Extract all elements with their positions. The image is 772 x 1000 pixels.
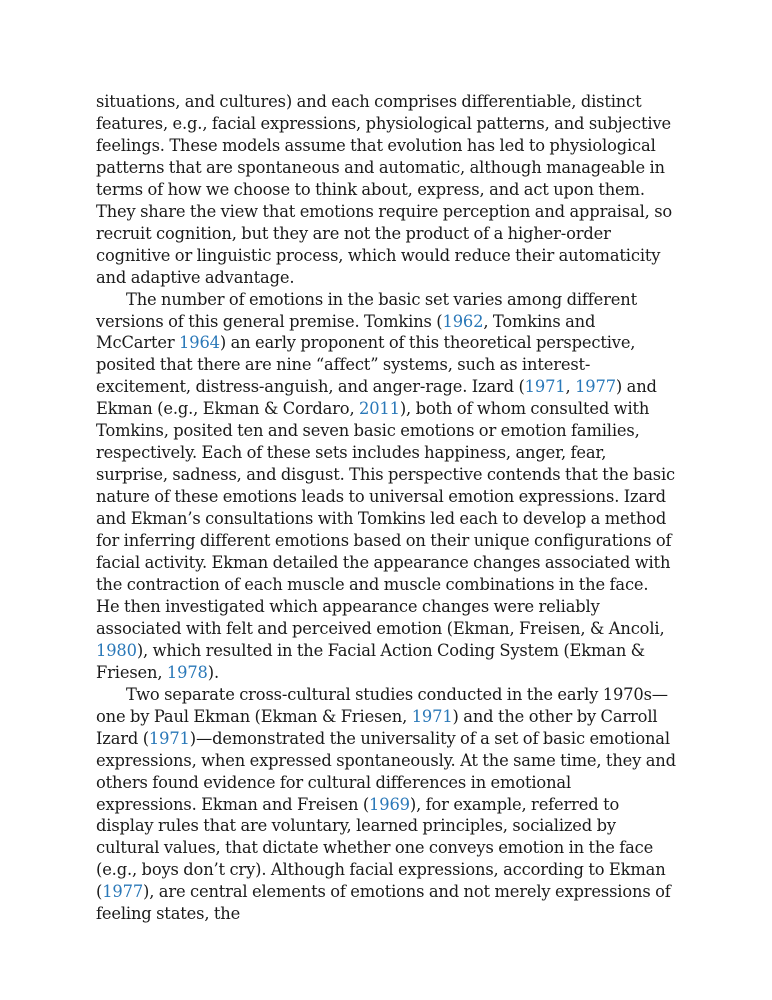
document-page <box>96 91 676 925</box>
body-text: ), both of whom consulted with Tomkins, posited ten and seven basic emotions or emotion families, respectively. Each of these sets includes happiness, anger, fear, surprise, sadness, and disgust. This perspective contends that the basic nature of these emotions leads to universal emotion expressions. Izard and Ekman’s consultations with Tomkins led each to develop a method for inferring different emotions based on their unique configurations of facial activity. Ekman detailed the appearance changes associated with the contraction of each muscle and muscle combinations in the face. He then investigated which appearance changes were reliably associated with felt and perceived emotion (Ekman, Freisen, & Ancoli, <box>96 399 676 638</box>
paragraph-2 <box>96 289 676 684</box>
citation-link[interactable]: 1977 <box>575 377 616 397</box>
body-text: ), for example, referred to display rules that are voluntary, learned principles, socialized by cultural values, that dictate whether one conveys emotion in the face (e.g., boys don’t cry). Although facial expressions, according to Ekman ( <box>96 794 666 902</box>
citation-link[interactable]: 2011 <box>359 399 400 419</box>
citation-link[interactable]: 1977 <box>102 882 144 902</box>
citation-link[interactable]: 1964 <box>179 333 220 353</box>
body-text: Two separate cross-cultural studies conducted in the early 1970s—one by Paul Ekman (Ekman & Friesen, <box>96 684 668 726</box>
body-text: ) and Ekman (e.g., Ekman & Cordaro, <box>96 377 657 419</box>
body-text: The number of emotions in the basic set varies among different versions of this general premise. Tomkins ( <box>96 289 637 331</box>
body-text: ), which resulted in the Facial Action Coding System (Ekman & Friesen, <box>96 640 646 682</box>
body-text: , <box>565 377 576 397</box>
citation-link[interactable]: 1980 <box>96 640 137 660</box>
body-text: ) and the other by Carroll Izard ( <box>96 706 658 748</box>
body-text: )—demonstrated the universality of a set of basic emotional expressions, when expressed spontaneously. At the same time, they and others found evidence for cultural differences in emotional expressions. Ekman and Freisen ( <box>96 728 676 814</box>
citation-link[interactable]: 1962 <box>442 311 484 331</box>
citation-link[interactable]: 1978 <box>166 662 208 682</box>
body-text: situations, and cultures) and each comprises differentiable, distinct features, e.g., facial expressions, physiological patterns, and subjective feelings. These models assume that evolution has led to physiological patterns that are spontaneous and automatic, although manageable in terms of how we choose to think about, express, and act upon them. They share the view that emotions require perception and appraisal, so recruit cognition, but they are not the product of a higher-order cognitive or linguistic process, which would reduce their automaticity and adaptive advantage. <box>96 92 673 287</box>
body-text: , Tomkins and McCarter <box>96 311 596 353</box>
body-text: ), are central elements of emotions and not merely expressions of feeling states, the <box>96 882 671 924</box>
citation-link[interactable]: 1969 <box>369 794 410 814</box>
paragraph-3 <box>96 684 676 925</box>
citation-link[interactable]: 1971 <box>524 377 566 397</box>
citation-link[interactable]: 1971 <box>148 728 190 748</box>
paragraph-1 <box>96 91 676 289</box>
body-text: ). <box>207 662 219 682</box>
citation-link[interactable]: 1971 <box>411 706 453 726</box>
body-text: ) an early proponent of this theoretical perspective, posited that there are nine “affect” systems, such as interest-excitement, distress-anguish, and anger-rage. Izard ( <box>96 333 636 397</box>
